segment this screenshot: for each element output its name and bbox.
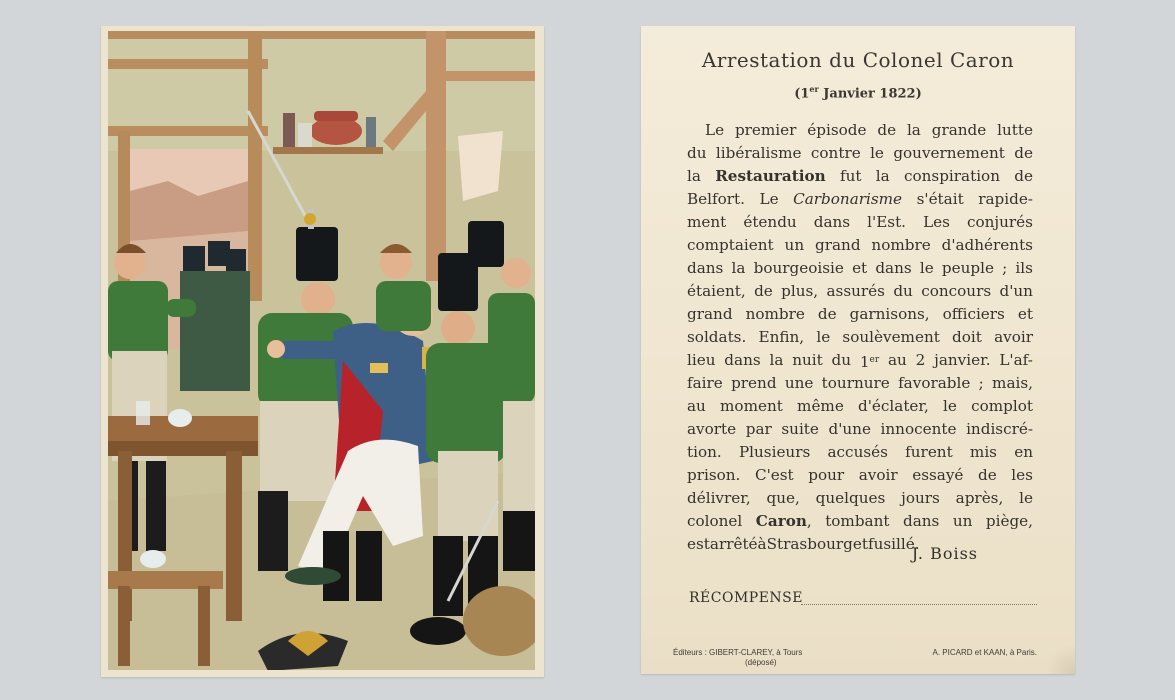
body-word: le bbox=[1019, 489, 1033, 507]
body-word: Caron, bbox=[755, 512, 812, 530]
body-line bbox=[687, 487, 1033, 510]
reward-label: RÉCOMPENSE bbox=[689, 590, 803, 606]
body-word: ment bbox=[687, 213, 727, 231]
body-line bbox=[687, 326, 1033, 349]
publisher-name: Éditeurs : GIBERT-CLAREY, à Tours bbox=[673, 648, 803, 657]
body-word: Strasbourg bbox=[766, 535, 853, 553]
body-word: fut bbox=[840, 167, 862, 185]
body-word: 1er bbox=[859, 353, 880, 371]
body-word: le bbox=[943, 397, 957, 415]
body-word: la bbox=[906, 121, 921, 139]
body-word: prend bbox=[731, 374, 777, 392]
body-word: 2 bbox=[915, 351, 926, 369]
body-word: concours bbox=[921, 282, 992, 300]
body-line bbox=[687, 234, 1033, 257]
body-word: la bbox=[731, 259, 746, 277]
body-word: nuit bbox=[792, 351, 823, 369]
date-superscript: er bbox=[809, 84, 819, 94]
body-word: du bbox=[687, 144, 707, 162]
body-word: épisode bbox=[807, 121, 867, 139]
body-word: ils bbox=[1015, 259, 1033, 277]
body-word: la bbox=[769, 351, 784, 369]
body-word bbox=[793, 188, 902, 211]
body-word: le bbox=[816, 328, 831, 346]
body-line bbox=[687, 303, 1033, 326]
body-word: et bbox=[852, 259, 868, 277]
body-word: mais, bbox=[992, 374, 1033, 392]
body-word: Plusieurs bbox=[738, 443, 811, 461]
body-line bbox=[687, 372, 1033, 395]
body-word: au bbox=[888, 351, 907, 369]
body-word: fusillé. bbox=[867, 535, 920, 553]
body-word: et bbox=[852, 535, 868, 553]
ordinal-superscript: er bbox=[869, 355, 880, 365]
bold-term: Caron bbox=[755, 512, 807, 530]
body-word: par bbox=[745, 420, 772, 438]
body-word: doit bbox=[952, 328, 982, 346]
body-line bbox=[687, 280, 1033, 303]
body-word: avoir bbox=[858, 466, 898, 484]
body-word: Les bbox=[923, 213, 950, 231]
body-word: du bbox=[831, 351, 852, 369]
body-word: prison. bbox=[687, 466, 741, 484]
body-word: après, bbox=[955, 489, 1004, 507]
body-word: avoir bbox=[994, 328, 1033, 346]
body-word: mis bbox=[969, 443, 997, 461]
body-word: grande bbox=[931, 121, 987, 139]
body-line bbox=[687, 257, 1033, 280]
body-line bbox=[687, 510, 1033, 533]
bold-term: Restauration bbox=[715, 167, 826, 185]
body-word: et bbox=[1017, 305, 1033, 323]
body-word: comptaient bbox=[687, 236, 774, 254]
body-word: L'af- bbox=[999, 351, 1033, 369]
body-word: furent bbox=[905, 443, 953, 461]
body-word: de bbox=[1014, 167, 1033, 185]
body-word: dans bbox=[724, 351, 761, 369]
italic-term: Carbonarisme bbox=[793, 190, 903, 208]
body-word: indiscré- bbox=[966, 420, 1033, 438]
body-word: le bbox=[870, 144, 884, 162]
body-word: dans bbox=[902, 512, 940, 530]
body-word: même bbox=[797, 397, 844, 415]
body-word: quelques bbox=[815, 489, 886, 507]
body-word: conspiration bbox=[903, 167, 1000, 185]
body-word: la bbox=[875, 167, 890, 185]
body-word: l'Est. bbox=[867, 213, 907, 231]
body-word: gouvernement bbox=[893, 144, 1005, 162]
body-word: complot bbox=[971, 397, 1033, 415]
body-word: libéralisme bbox=[715, 144, 802, 162]
body-word: assurés bbox=[826, 282, 885, 300]
body-word: nombre bbox=[871, 236, 931, 254]
body-word: ; bbox=[978, 374, 984, 392]
body-word: tion. bbox=[687, 443, 722, 461]
body-text bbox=[687, 119, 1033, 556]
front-card bbox=[101, 26, 544, 677]
body-line bbox=[687, 119, 1033, 142]
body-word: faire bbox=[687, 374, 723, 392]
body-word bbox=[715, 165, 826, 188]
body-word: pour bbox=[808, 466, 845, 484]
body-word: la bbox=[687, 167, 701, 185]
body-word: grand bbox=[687, 305, 733, 323]
body-word: tournure bbox=[821, 374, 890, 392]
paper-wear bbox=[1045, 644, 1075, 674]
arrest-illustration bbox=[108, 31, 535, 670]
body-word: d'un bbox=[999, 282, 1033, 300]
body-word: lieu bbox=[687, 351, 716, 369]
body-word: de bbox=[754, 282, 773, 300]
body-word: une bbox=[784, 374, 814, 392]
body-word: janvier. bbox=[934, 351, 991, 369]
body-word: est bbox=[687, 535, 710, 553]
body-word: Le bbox=[705, 121, 725, 139]
body-line bbox=[687, 188, 1033, 211]
body-word: suite bbox=[781, 420, 819, 438]
body-word: grand bbox=[815, 236, 861, 254]
body-word: lutte bbox=[997, 121, 1033, 139]
body-word: avorte bbox=[687, 420, 737, 438]
deposited-note: (déposé) bbox=[745, 658, 777, 667]
body-word: à bbox=[757, 535, 767, 553]
body-word: dans bbox=[813, 213, 851, 231]
body-word: étaient, bbox=[687, 282, 746, 300]
body-word: Le bbox=[759, 190, 779, 208]
body-word: C'est bbox=[754, 466, 794, 484]
body-word: soulèvement bbox=[842, 328, 940, 346]
body-word: étendu bbox=[743, 213, 797, 231]
body-line bbox=[687, 533, 1033, 556]
body-line bbox=[687, 464, 1033, 487]
body-word: rapide- bbox=[978, 190, 1033, 208]
body-word: nombre bbox=[745, 305, 805, 323]
body-word: que, bbox=[766, 489, 800, 507]
body-line bbox=[687, 349, 1033, 372]
body-word: Enfin, bbox=[758, 328, 805, 346]
card-title: Arrestation du Colonel Caron bbox=[701, 48, 1015, 72]
body-word: au bbox=[687, 397, 706, 415]
body-word: premier bbox=[734, 121, 797, 139]
body-word: officiers bbox=[942, 305, 1005, 323]
printer-footer: A. PICARD et KAAN, à Paris. bbox=[932, 648, 1037, 657]
body-word: garnisons, bbox=[849, 305, 930, 323]
body-word: de bbox=[1014, 144, 1033, 162]
body-word: favorable bbox=[898, 374, 971, 392]
body-word: moment bbox=[720, 397, 783, 415]
body-word: un bbox=[952, 512, 973, 530]
body-word: de bbox=[817, 305, 837, 323]
body-word: d'adhérents bbox=[941, 236, 1033, 254]
body-word: ; bbox=[1002, 259, 1008, 277]
reward-dotted-line bbox=[801, 604, 1037, 605]
body-word: un bbox=[784, 236, 805, 254]
body-word: délivrer, bbox=[687, 489, 751, 507]
body-word: contre bbox=[810, 144, 861, 162]
body-line bbox=[687, 142, 1033, 165]
body-word: essayé bbox=[912, 466, 964, 484]
body-line bbox=[687, 165, 1033, 188]
publisher-footer bbox=[673, 648, 802, 668]
body-word: jours bbox=[901, 489, 940, 507]
body-word: soldats. bbox=[687, 328, 747, 346]
body-word: dans bbox=[687, 259, 724, 277]
body-line bbox=[687, 211, 1033, 234]
body-word: innocente bbox=[880, 420, 957, 438]
body-line bbox=[687, 418, 1033, 441]
body-word: colonel bbox=[687, 512, 743, 530]
body-word: de bbox=[877, 121, 897, 139]
body-word: accusés bbox=[827, 443, 888, 461]
body-word: en bbox=[1014, 443, 1033, 461]
body-word: tombant bbox=[825, 512, 890, 530]
card-date bbox=[641, 84, 1075, 101]
body-word: le bbox=[919, 259, 934, 277]
body-line bbox=[687, 395, 1033, 418]
date-suffix: Janvier 1822) bbox=[818, 86, 922, 102]
body-word: peuple bbox=[941, 259, 994, 277]
body-word: conjurés bbox=[966, 213, 1033, 231]
body-line bbox=[687, 441, 1033, 464]
body-word: piège, bbox=[985, 512, 1033, 530]
body-word: bourgeoisie bbox=[753, 259, 844, 277]
body-word: d'une bbox=[828, 420, 871, 438]
body-word: les bbox=[1011, 466, 1033, 484]
body-word: s'était bbox=[916, 190, 964, 208]
body-word: arrêté bbox=[709, 535, 758, 553]
body-word: de bbox=[978, 466, 997, 484]
back-card bbox=[641, 26, 1075, 674]
body-word: du bbox=[893, 282, 913, 300]
date-prefix: (1 bbox=[794, 86, 810, 102]
body-word: d'éclater, bbox=[858, 397, 929, 415]
body-word: dans bbox=[875, 259, 912, 277]
body-word: plus, bbox=[781, 282, 819, 300]
signature: J. Boiss bbox=[911, 544, 978, 563]
body-word: Belfort. bbox=[687, 190, 745, 208]
